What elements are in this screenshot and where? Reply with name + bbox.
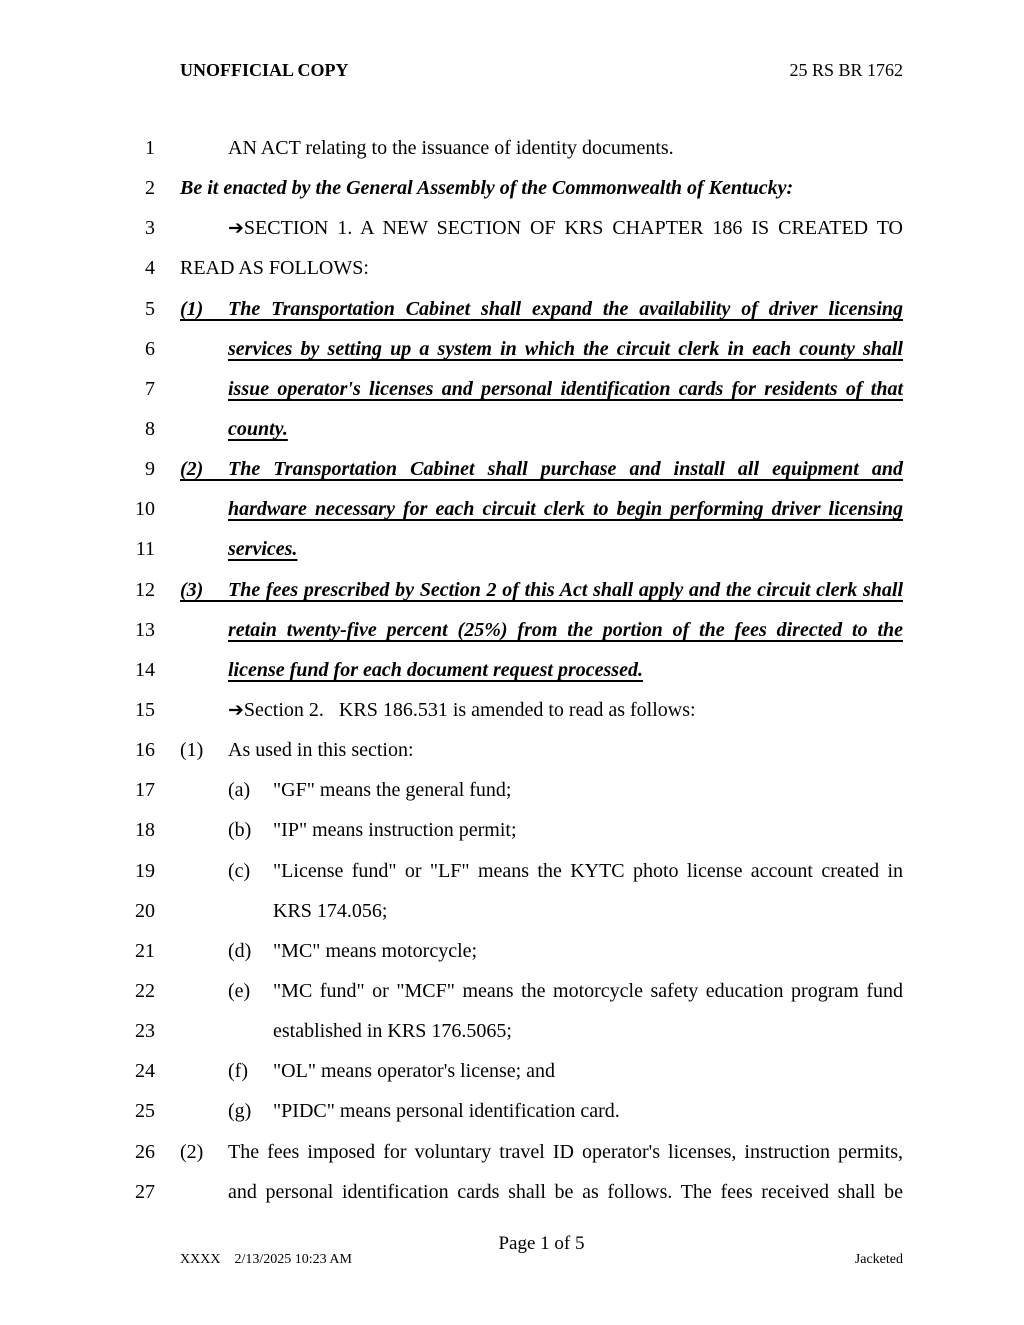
line-number: 15 [135,698,155,721]
line-row [0,1011,1024,1051]
line-row [0,248,1024,288]
list-marker: (f) [228,1060,248,1083]
line-content [180,489,903,529]
line-text: and personal identification cards shall be as follows. The fees received shall be [228,1180,903,1203]
list-marker: (2) [180,1140,204,1163]
line-inner [228,489,903,529]
line-text: "GF" means the general fund; [273,779,512,802]
line-row [0,449,1024,489]
line-content [180,409,903,449]
line-content [180,570,903,610]
line-text: Be it enacted by the General Assembly of the Commonwealth of Kentucky: [180,177,794,200]
line-row [0,610,1024,650]
line-inner [228,289,903,329]
section-arrow-icon: ➔ [228,217,244,240]
line-inner [228,1132,903,1172]
line-row [0,690,1024,730]
line-number: 7 [145,377,155,400]
line-inner [228,1172,903,1212]
line-number: 24 [135,1060,155,1083]
line-number: 9 [145,458,155,481]
line-content [180,971,903,1011]
line-content [180,1132,903,1172]
line-content [180,449,903,489]
line-number: 12 [135,578,155,601]
line-text: "PIDC" means personal identification card. [273,1100,620,1123]
line-row [0,650,1024,690]
line-content [180,1051,903,1091]
line-number: 26 [135,1140,155,1163]
line-row [0,489,1024,529]
line-row [0,851,1024,891]
line-content [180,610,903,650]
line-inner [228,369,903,409]
page-header [180,60,903,80]
line-number: 4 [145,257,155,280]
line-inner [273,971,903,1011]
line-content [180,289,903,329]
line-inner [228,690,903,730]
line-row [0,529,1024,569]
line-content [180,851,903,891]
line-inner [273,810,903,850]
line-content [180,770,903,810]
line-content [180,248,903,288]
line-text: license fund for each document request processed. [228,658,643,681]
line-text: issue operator's licenses and personal identification cards for residents of that [228,377,903,400]
line-content [180,650,903,690]
line-number: 2 [145,177,155,200]
line-row [0,570,1024,610]
footer-drafter-code: XXXX [180,1252,221,1267]
list-marker: (1) [180,297,204,320]
page-number: Page 1 of 5 [498,1233,585,1254]
line-text: established in KRS 176.5065; [273,1020,512,1043]
line-number: 18 [135,819,155,842]
line-number: 21 [135,939,155,962]
line-content [180,1172,903,1212]
line-inner [228,730,903,770]
document-body [0,128,1024,1212]
line-content [180,369,903,409]
line-row [0,891,1024,931]
line-row [0,931,1024,971]
line-row [0,730,1024,770]
line-content [180,208,903,248]
line-row [0,329,1024,369]
line-number: 1 [145,137,155,159]
line-number: 20 [135,899,155,922]
line-text: As used in this section: [228,739,414,762]
line-text: SECTION 1. A NEW SECTION OF KRS CHAPTER 186 IS CREATED TO [243,217,903,240]
line-number: 22 [135,979,155,1002]
line-row [0,208,1024,248]
line-text: retain twenty-five percent (25%) from the portion of the fees directed to the [228,618,903,641]
line-content [180,810,903,850]
line-number: 6 [145,337,155,360]
line-content [180,329,903,369]
header-bill-number: 25 RS BR 1762 [789,60,903,80]
section-arrow-icon: ➔ [228,698,244,721]
line-content [180,690,903,730]
list-marker: (b) [228,819,252,842]
line-row [0,1091,1024,1131]
footer-left [180,1252,352,1268]
line-number: 13 [135,618,155,641]
line-row [0,1051,1024,1091]
footer-jacketed-label: Jacketed [854,1252,903,1267]
line-row [0,168,1024,208]
line-inner [228,208,903,248]
list-marker: (e) [228,979,251,1002]
line-row [0,1172,1024,1212]
line-text: READ AS FOLLOWS: [180,257,369,280]
line-text: "MC" means motorcycle; [273,939,478,962]
line-text: "IP" means instruction permit; [273,819,517,842]
line-content [180,1011,903,1051]
line-row [0,289,1024,329]
header-unofficial-copy: UNOFFICIAL COPY [180,60,349,80]
line-text: services by setting up a system in which the circuit clerk in each county shall [228,337,903,360]
list-marker: (2) [180,458,204,481]
line-number: 16 [135,739,155,762]
line-inner [228,329,903,369]
line-inner [273,1091,903,1131]
list-marker: (c) [228,859,251,882]
list-marker: (a) [228,779,251,802]
line-row [0,1132,1024,1172]
line-content [180,529,903,569]
line-inner [273,931,903,971]
line-text: "MC fund" or "MCF" means the motorcycle safety education program fund [273,979,903,1002]
line-number: 10 [135,498,155,521]
line-content [180,168,903,208]
list-marker: (d) [228,939,252,962]
line-number: 19 [135,859,155,882]
line-inner [228,128,903,168]
line-text: hardware necessary for each circuit clerk to begin performing driver licensing [228,498,903,521]
line-content [180,128,903,168]
line-text: Section 2. KRS 186.531 is amended to read as follows: [243,698,696,721]
line-row [0,971,1024,1011]
line-number: 27 [135,1180,155,1203]
line-inner [228,610,903,650]
line-text: KRS 174.056; [273,899,388,922]
line-number: 17 [135,779,155,802]
line-row [0,369,1024,409]
line-inner [228,449,903,489]
line-inner [273,1011,903,1051]
line-number: 14 [135,658,155,681]
line-content [180,730,903,770]
line-number: 8 [145,417,155,440]
list-marker: (3) [180,578,204,601]
line-number: 25 [135,1100,155,1123]
footer-datetime: 2/13/2025 10:23 AM [234,1252,352,1267]
line-inner [273,851,903,891]
line-text: county. [228,417,288,440]
line-row [0,409,1024,449]
line-row [0,770,1024,810]
line-row [0,128,1024,168]
line-content [180,891,903,931]
line-text: The fees prescribed by Section 2 of this Act shall apply and the circuit clerk shall [228,578,903,601]
line-text: "OL" means operator's license; and [273,1060,556,1083]
line-content [180,931,903,971]
line-text: "License fund" or "LF" means the KYTC photo license account created in [273,859,903,882]
line-inner [228,529,903,569]
line-number: 5 [145,297,155,320]
line-row [0,810,1024,850]
list-marker: (1) [180,739,204,762]
line-inner [273,770,903,810]
line-text: The fees imposed for voluntary travel ID operator's licenses, instruction permits, [228,1140,903,1163]
line-text: The Transportation Cabinet shall expand the availability of driver licensing [228,297,903,320]
line-text: services. [228,538,298,561]
line-number: 3 [145,217,155,240]
line-inner [180,248,903,288]
line-number: 11 [135,538,155,561]
line-text: AN ACT relating to the issuance of identity documents. [228,137,674,159]
line-number: 23 [135,1020,155,1043]
line-inner [273,891,903,931]
line-inner [273,1051,903,1091]
list-marker: (g) [228,1100,252,1123]
line-content [180,1091,903,1131]
line-text: The Transportation Cabinet shall purchase and install all equipment and [228,458,903,481]
line-inner [180,168,903,208]
line-inner [228,409,903,449]
line-inner [228,650,903,690]
line-inner [228,570,903,610]
